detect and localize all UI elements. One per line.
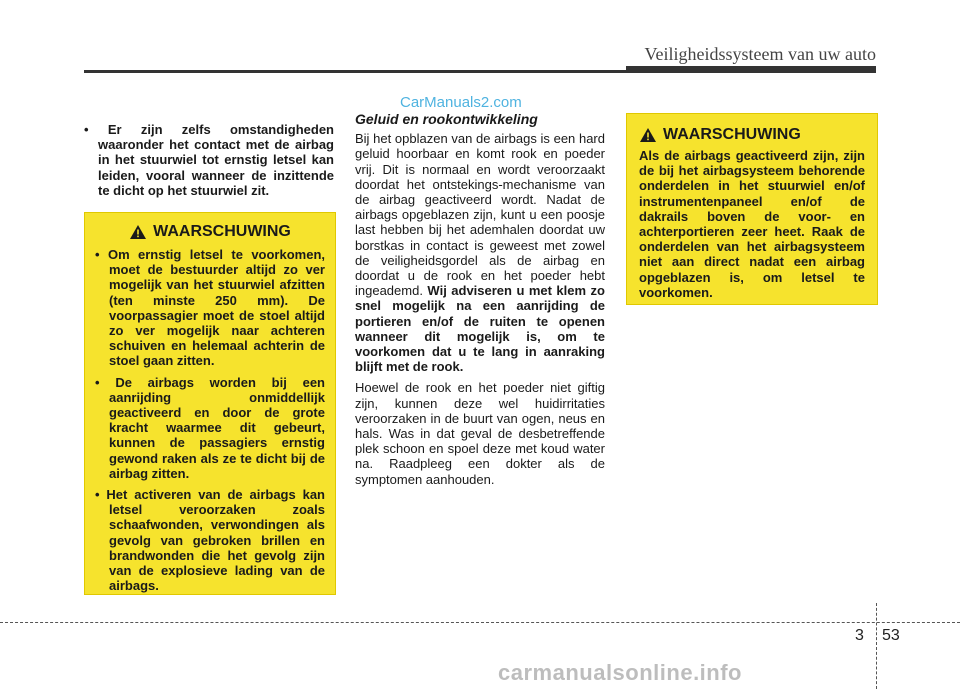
paragraph: Hoewel de rook en het poeder niet giftig zijn, kunnen deze wel huidirritaties veroorzaken in de buurt van ogen, neus en hals. Was in dat geval de desbetreffende plek schoon en spoel deze met koud water na. Raadpleeg een dokter als de symptomen aanhouden. [355, 380, 605, 487]
bullet-item: • Er zijn zelfs omstandigheden waaronder het contact met de airbag in het stuurwiel tot ernstig letsel kan leiden, vooral wanneer de inzittende te dicht op het stuurwiel zit. [84, 122, 334, 198]
paragraph [355, 131, 605, 374]
warning-box-right [626, 113, 878, 305]
warning-title-row [627, 126, 877, 144]
warning-item-text: Het activeren van de airbags kan letsel veroorzaken zoals schaafwonden, verwondingen als gevolg van gebroken brillen en brandwonden die het gevolg zijn van de explosieve lading van de airbags. [106, 487, 325, 594]
warning-text: Als de airbags geactiveerd zijn, zijn de bij het airbagsysteem behorende onderdelen in het stuurwiel en/of instrumentenpaneel en/of de dakrails boven de voor- en achterportieren zeer heet. Raak de onderdelen van het airbagsysteem niet aan direct nadat een airbag opgeblazen is, om letsel te voorkomen. [639, 148, 865, 300]
warning-item-text: Om ernstig letsel te voorkomen, moet de bestuurder altijd zo ver mogelijk van het stuurwiel afzitten (ten minste 250 mm). De voorpassagier moet de stoel altijd zo ver mogelijk naar achteren schuiven en helemaal achterin de stoel gaan zitten. [107, 247, 325, 369]
warning-triangle-icon [129, 224, 147, 240]
watermark-link[interactable]: CarManuals2.com [400, 94, 522, 111]
bullet-text: Er zijn zelfs omstandigheden waaronder het contact met de airbag in het stuurwiel tot ernstig letsel kan leiden, vooral wanneer de inzittende te dicht op het stuurwiel zit. [98, 122, 334, 198]
warning-triangle-icon [639, 127, 657, 143]
page-number: 53 [882, 627, 900, 644]
column-middle [355, 112, 605, 493]
chapter-number: 3 [855, 627, 864, 644]
watermark-bottom: carmanualsonline.info [498, 660, 742, 685]
warning-title: WAARSCHUWING [663, 126, 801, 143]
warning-item: • Om ernstig letsel te voorkomen, moet de bestuurder altijd zo ver mogelijk van het stuurwiel afzitten (ten minste 250 mm). De voorpassagier moet de stoel altijd zo ver mogelijk naar achteren schuiven en helemaal achterin de stoel gaan zitten. [95, 247, 325, 369]
column-left [84, 122, 334, 198]
warning-list [85, 247, 335, 593]
header-rule-accent [626, 66, 876, 72]
warning-box-left [84, 212, 336, 595]
footer-divider [876, 603, 878, 689]
page-header-title: Veiligheidssysteem van uw auto [644, 44, 876, 64]
warning-item-text: De airbags worden bij een aanrijding onmiddellijk geactiveerd en door de grote kracht waarmee dit gebeurt, kunnen de passagiers ernstig gewond raken als ze te dicht bij de airbag zitten. [109, 374, 325, 481]
warning-item: • Het activeren van de airbags kan letsel veroorzaken zoals schaafwonden, verwondingen als gevolg van gebroken brillen en brandwonden die het gevolg zijn van de explosieve lading van de airbags. [95, 487, 325, 594]
paragraph-text: Bij het opblazen van de airbags is een hard geluid hoorbaar en komt rook en poeder vrij. Dit is normaal en wordt veroorzaakt doordat het ontstekings-mechanisme van de airbag geactiveerd wordt. Nadat de airbags opgeblazen zijn, kunt u een poosje last hebben bij het ademhalen doordat uw borstkas in contact is geweest met zowel de veiligheidsgordel als de airbag en doordat u de rook en het poeder hebt ingeademd. [355, 131, 605, 299]
paragraph-emphasis: Wij adviseren u met klem zo snel mogelijk na een aanrijding de portieren en/of de ruiten te openen wanneer dit mogelijk is, om te voorkomen dat u te lang in aanraking blijft met de rook. [355, 283, 605, 375]
footer-rule [0, 622, 960, 623]
warning-title: WAARSCHUWING [153, 223, 291, 240]
warning-title-row [85, 223, 335, 241]
section-title: Geluid en rookontwikkeling [355, 111, 538, 127]
warning-item: • De airbags worden bij een aanrijding onmiddellijk geactiveerd en door de grote kracht waarmee dit gebeurt, kunnen de passagiers ernstig gewond raken als ze te dicht bij de airbag zitten. [95, 374, 325, 481]
